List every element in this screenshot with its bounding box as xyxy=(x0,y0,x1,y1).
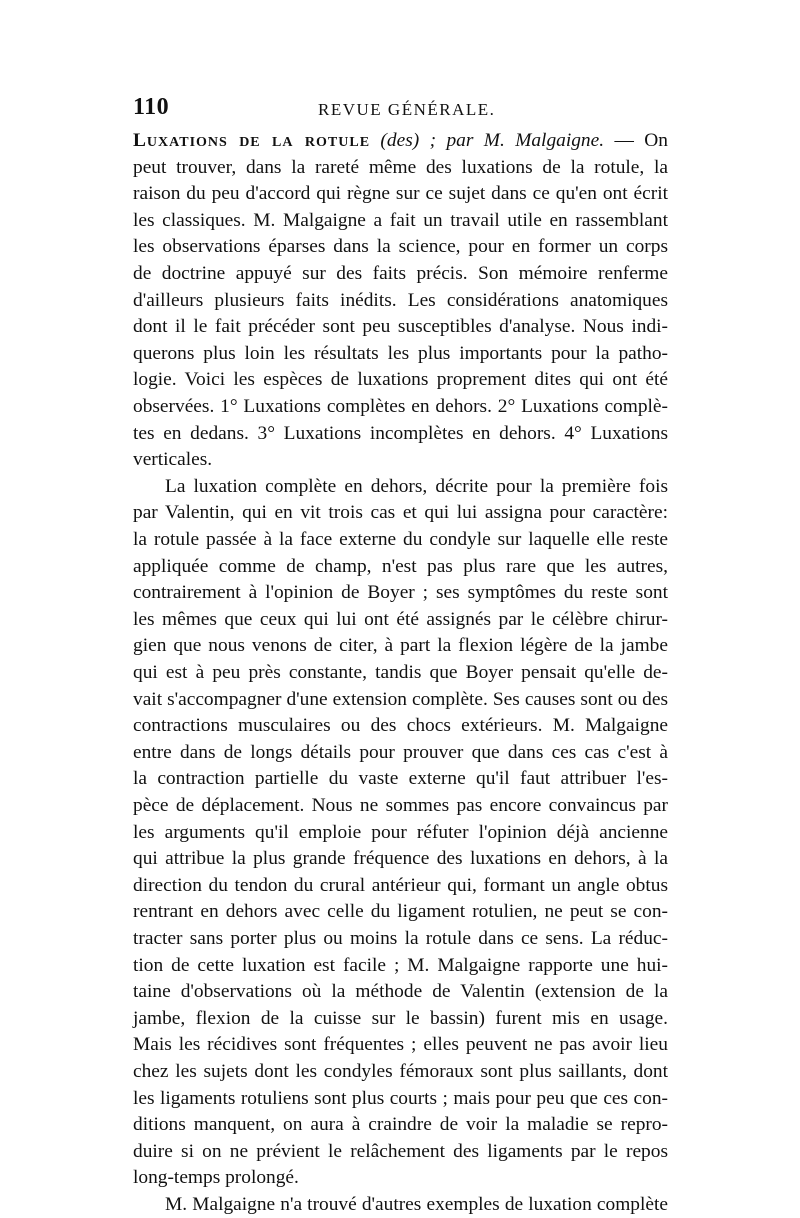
text-line: par Valentin, qui en vit trois cas et qui lui assigna pour caractère: xyxy=(133,502,668,524)
text-line: rentrant en dehors avec celle du ligament rotulien, ne peut se con- xyxy=(133,901,668,923)
text-line: verticales. xyxy=(133,449,213,471)
text-line: vait s'accompagner d'une extension complète. Ses causes sont ou des xyxy=(133,688,668,710)
text-line: peut trouver, dans la rareté même des luxations de la rotule, la xyxy=(133,156,668,178)
page-number: 110 xyxy=(133,94,170,120)
text-line: les observations éparses dans la science, pour en former un corps xyxy=(133,236,668,258)
text-line: la rotule passée à la face externe du condyle sur laquelle elle reste xyxy=(133,529,668,550)
text-line: qui attribue la plus grande fréquence des luxations en dehors, à la xyxy=(133,848,668,870)
text-line: jambe, flexion de la cuisse sur le bassin) furent mis en usage. xyxy=(133,1007,668,1029)
text-line: La luxation complète en dehors, décrite pour la première fois xyxy=(165,475,668,497)
text-line: la contraction partielle du vaste externe qu'il faut attribuer l'es- xyxy=(133,768,668,790)
text-line: d'ailleurs plusieurs faits inédits. Les considérations anatomiques xyxy=(133,289,668,311)
text-line: dont il le fait précéder sont peu susceptibles d'analyse. Nous indi- xyxy=(133,316,668,338)
text-line: chez les sujets dont les condyles fémoraux sont plus saillants, dont xyxy=(133,1061,668,1082)
text-line: pèce de déplacement. Nous ne sommes pas encore convaincus par xyxy=(133,795,668,816)
text-line: taine d'observations où la méthode de Valentin (extension de la xyxy=(133,981,668,1003)
text-line: M. Malgaigne n'a trouvé d'autres exemples de luxation complète xyxy=(165,1194,668,1215)
text-line: logie. Voici les espèces de luxations proprement dites qui ont été xyxy=(133,369,668,391)
text-line: appliquée comme de champ, n'est pas plus rare que les autres, xyxy=(133,555,668,577)
text-line: tion de cette luxation est facile ; M. Malgaigne rapporte une hui- xyxy=(133,954,668,976)
text-line-fragment: — On xyxy=(604,130,668,151)
text-line: contractions musculaires ou des chocs extérieurs. M. Malgaigne xyxy=(133,715,668,737)
text-line: raison du peu d'accord qui règne sur ce sujet dans ce qu'en ont écrit xyxy=(133,183,668,205)
text-line: tes en dedans. 3° Luxations incomplètes en dehors. 4° Luxations xyxy=(133,422,668,444)
running-head: REVUE GÉNÉRALE. xyxy=(318,100,496,119)
text-line: tracter sans porter plus ou moins la rotule dans ce sens. La réduc- xyxy=(133,928,668,949)
text-line: Mais les récidives sont fréquentes ; elles peuvent ne pas avoir lieu xyxy=(133,1034,668,1056)
text-line: contrairement à l'opinion de Boyer ; ses symptômes du reste sont xyxy=(133,582,668,604)
text-line: de doctrine appuyé sur des faits précis. Son mémoire renferme xyxy=(133,263,668,284)
text-line: entre dans de longs détails pour prouver que dans ces cas c'est à xyxy=(133,741,668,763)
text-line xyxy=(133,127,668,154)
text-line: direction du tendon du crural antérieur qui, formant un angle obtus xyxy=(133,874,668,896)
article-title-author: (des) ; par M. Malgaigne. xyxy=(370,130,605,151)
text-line: gien que nous venons de citer, à part la flexion légère de la jambe xyxy=(133,635,668,657)
article-title: Luxations de la rotule xyxy=(133,130,371,151)
text-line: observées. 1° Luxations complètes en dehors. 2° Luxations complè- xyxy=(133,396,668,417)
text-line: les classiques. M. Malgaigne a fait un travail utile en rassemblant xyxy=(133,209,668,231)
text-line: les ligaments rotuliens sont plus courts ; mais pour peu que ces con- xyxy=(133,1087,668,1109)
text-line: ditions manquent, on aura à craindre de voir la maladie se repro- xyxy=(133,1114,668,1136)
text-line: duire si on ne prévient le relâchement des ligaments par le repos xyxy=(133,1140,668,1162)
page-header xyxy=(133,94,668,124)
text-line: les mêmes que ceux qui lui ont été assignés par le célèbre chirur- xyxy=(133,608,668,630)
text-line: les arguments qu'il emploie pour réfuter l'opinion déjà ancienne xyxy=(133,821,668,843)
text-line: querons plus loin les résultats les plus importants pour la patho- xyxy=(133,342,668,364)
text-line: long-temps prolongé. xyxy=(133,1167,299,1189)
text-line: qui est à peu près constante, tandis que Boyer pensait qu'elle de- xyxy=(133,662,668,683)
